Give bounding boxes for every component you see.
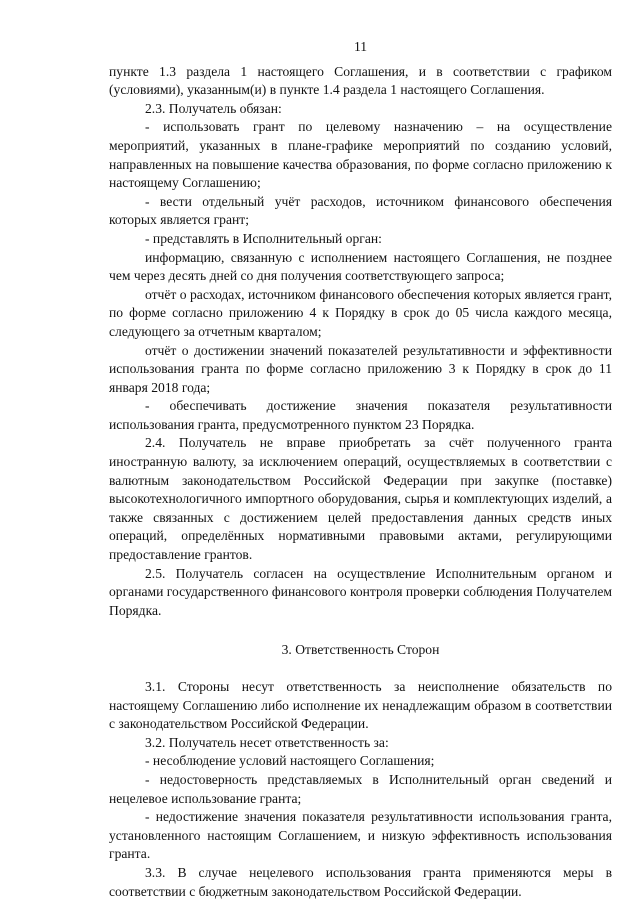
paragraph-3-2-item-noncompliance: - несоблюдение условий настоящего Соглашения; bbox=[145, 753, 435, 769]
paragraph-3-2-item-inaccuracy: - недостоверность представляемых в Исполнительный орган сведений и нецелевое использование гранта; bbox=[109, 771, 612, 806]
paragraph-2-4: 2.4. Получатель не вправе приобретать за счёт полученного гранта иностранную валюту, за исключением операций, осуществляемых в соответствии с валютным законодательством Российской Федерации при закупке (поставке) высокотехнологичного импортного оборудования, сырья и комплектующих изделий, а также связанных с достижением целей предоставления данных средств иных операций, определённых нормативными правовыми актами, регулирующими предоставление грантов. bbox=[109, 435, 612, 563]
paragraph-3-3: 3.3. В случае нецелевого использования гранта применяются меры в соответствии с бюджетным законодательством Российской Федерации. bbox=[109, 864, 612, 899]
paragraph-3-1: 3.1. Стороны несут ответственность за неисполнение обязательств по настоящему Соглашению либо исполнение их ненадлежащим образом в соответствии с законодательством Российской Федерации. bbox=[109, 679, 612, 732]
paragraph-2-3-item-use-grant: - использовать грант по целевому назначению – на осуществление мероприятий, указанных в плане-графике мероприятий по созданию условий, направленных на повышение качества образования, по форме согласно приложению к настоящему Соглашению; bbox=[109, 119, 612, 191]
page-number: 11 bbox=[353, 39, 368, 54]
paragraph-2-3-submit-indicators-report: отчёт о достижении значений показателей результативности и эффективности использования гранта по форме согласно приложению 3 к Порядку в срок до 11 января 2018 года; bbox=[109, 342, 612, 395]
section-3-heading: 3. Ответственность Сторон bbox=[281, 642, 440, 658]
paragraph-2-3-submit-information: информацию, связанную с исполнением настоящего Соглашения, не позднее чем через десять дней со дня получения соответствующего запроса; bbox=[109, 249, 612, 284]
paragraph-3-2-item-underachievement: - недостижение значения показателя результативности использования гранта, установленного настоящим Соглашением, и низкую эффективность использования гранта. bbox=[109, 809, 612, 862]
paragraph-2-2-continuation: пункте 1.3 раздела 1 настоящего Соглашения, и в соответствии с графиком (условиями), указанным(и) в пункте 1.4 раздела 1 настоящего Соглашения. bbox=[109, 63, 612, 98]
paragraph-2-3-item-accounting: - вести отдельный учёт расходов, источником финансового обеспечения которых является грант; bbox=[109, 193, 612, 228]
paragraph-2-3-item-submit: - представлять в Исполнительный орган: bbox=[145, 230, 382, 246]
paragraph-2-5: 2.5. Получатель согласен на осуществление Исполнительным органом и органами государственного финансового контроля проверки соблюдения Получателем Порядка. bbox=[109, 565, 612, 618]
paragraph-2-3-submit-expense-report: отчёт о расходах, источником финансового обеспечения которых является грант, по форме согласно приложению 4 к Порядку в срок до 05 числа каждого месяца, следующего за отчетным кварталом; bbox=[109, 286, 612, 339]
paragraph-3-2: 3.2. Получатель несет ответственность за: bbox=[145, 734, 389, 750]
paragraph-2-3: 2.3. Получатель обязан: bbox=[145, 100, 282, 116]
paragraph-2-3-item-ensure-indicator: - обеспечивать достижение значения показателя результативности использования гранта, предусмотренного пунктом 23 Порядка. bbox=[109, 398, 612, 432]
